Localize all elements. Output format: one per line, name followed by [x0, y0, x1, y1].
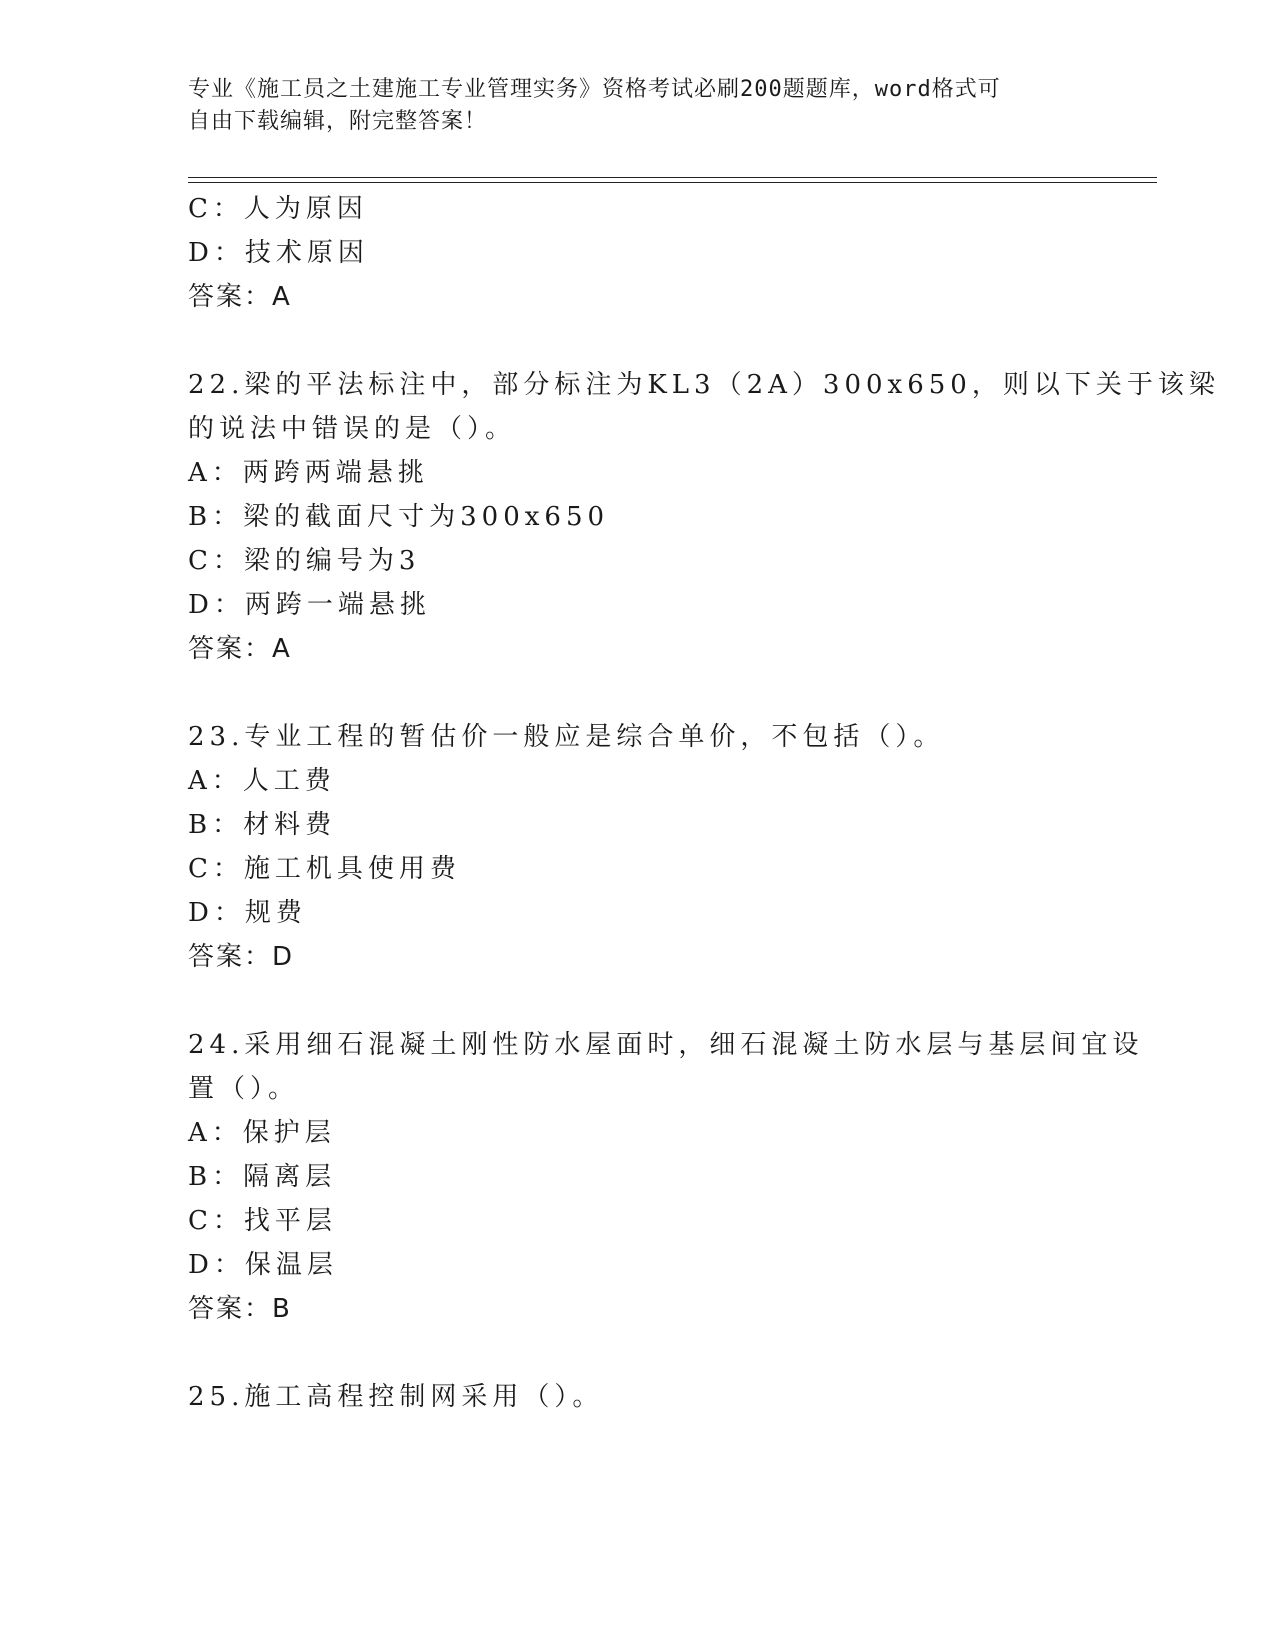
header-title-line-2: 自由下载编辑，附完整答案！ — [188, 109, 488, 134]
q23-option-d: D：规费 — [188, 898, 307, 928]
q23-option-a: A：人工费 — [188, 766, 336, 796]
q24-option-c: C：找平层 — [188, 1206, 337, 1236]
q23-option-c: C：施工机具使用费 — [188, 854, 461, 884]
q22-option-c: C：梁的编号为3 — [188, 546, 421, 576]
header-divider-bottom — [188, 182, 1157, 183]
q23-option-b: B：材料费 — [188, 810, 337, 840]
q22-option-b: B：梁的截面尺寸为300x650 — [188, 502, 610, 532]
q23-stem-line-1: 23.专业工程的暂估价一般应是综合单价，不包括（）。 — [188, 722, 945, 752]
q24-stem-line-2: 置（）。 — [188, 1074, 300, 1104]
q24-option-d: D：保温层 — [188, 1250, 338, 1280]
q21-option-c: C：人为原因 — [188, 194, 368, 224]
q25-stem-line-1: 25.施工高程控制网采用（）。 — [188, 1382, 604, 1412]
q22-stem-line-1: 22.梁的平法标注中，部分标注为KL3（2A）300x650，则以下关于该梁 — [188, 370, 1220, 400]
q22-option-d: D：两跨一端悬挑 — [188, 590, 431, 620]
q22-stem-line-2: 的说法中错误的是（）。 — [188, 414, 517, 444]
q22-option-a: A：两跨两端悬挑 — [188, 458, 429, 488]
q24-answer: 答案：B — [188, 1294, 292, 1324]
q24-option-a: A：保护层 — [188, 1118, 336, 1148]
header-divider-top — [188, 177, 1157, 178]
document-header — [188, 74, 1088, 138]
q21-answer: 答案：A — [188, 282, 292, 312]
q23-answer: 答案：D — [188, 942, 295, 972]
q22-answer: 答案：A — [188, 634, 292, 664]
q24-stem-line-1: 24.采用细石混凝土刚性防水屋面时，细石混凝土防水层与基层间宜设 — [188, 1030, 1144, 1060]
q24-option-b: B：隔离层 — [188, 1162, 337, 1192]
q21-option-d: D：技术原因 — [188, 238, 369, 268]
header-title-line-1: 专业《施工员之土建施工专业管理实务》资格考试必刷200题题库，word格式可 — [188, 77, 1001, 102]
